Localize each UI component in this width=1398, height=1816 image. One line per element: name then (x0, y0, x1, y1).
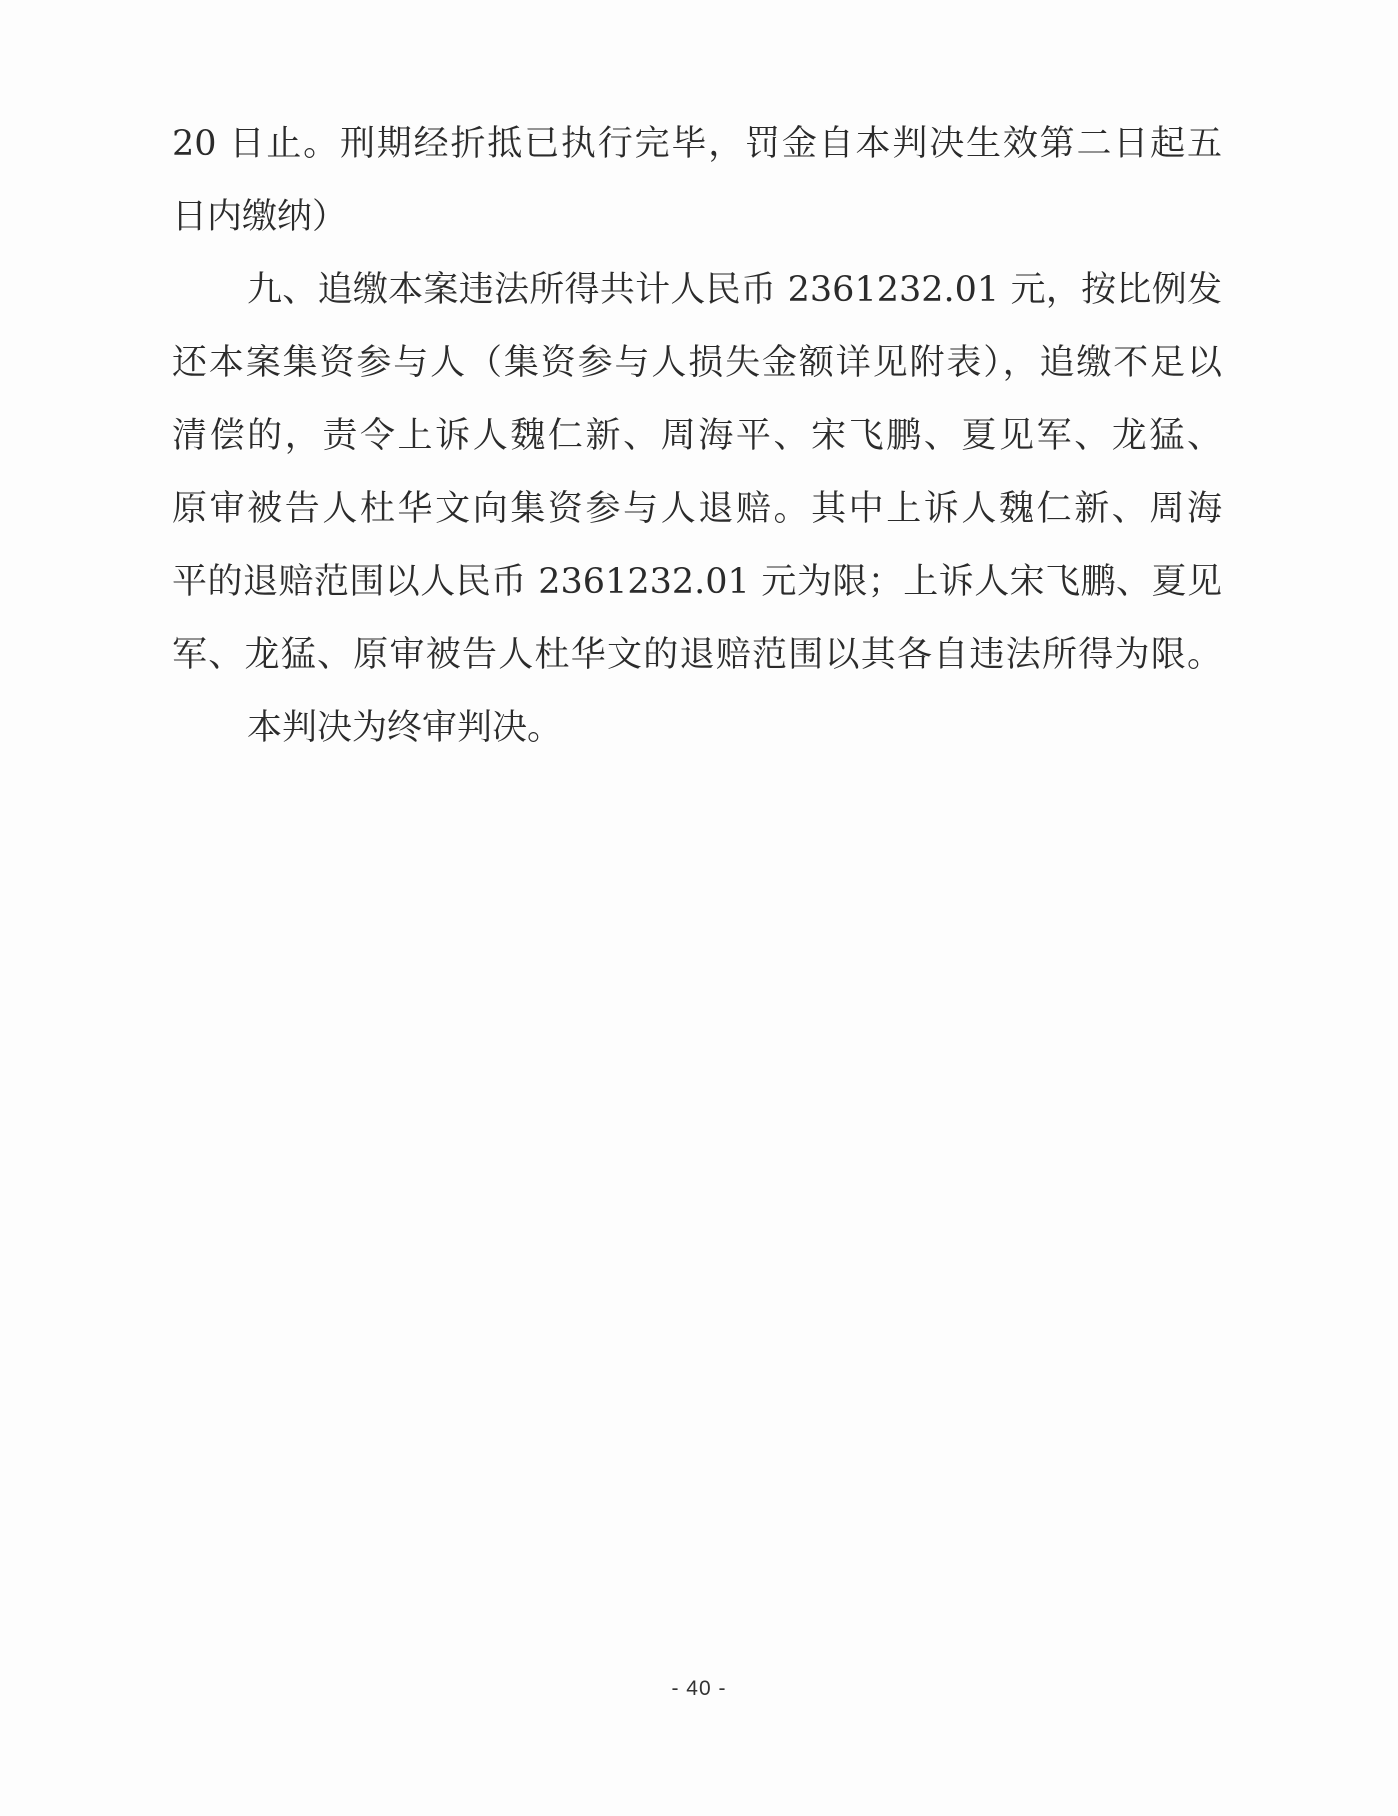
text-line: 九、追缴本案违法所得共计人民币 2361232.01 元，按比例发 (247, 270, 1222, 310)
text-line: 军、龙猛、原审被告人杜华文的退赔范围以其各自违法所得为限。 (172, 635, 1222, 675)
text-line: 清偿的，责令上诉人魏仁新、周海平、宋飞鹏、夏见军、龙猛、 (172, 416, 1222, 456)
page-number: - 40 - (671, 1677, 727, 1700)
text-line: 日内缴纳） (172, 197, 348, 237)
text-line: 平的退赔范围以人民币 2361232.01 元为限；上诉人宋飞鹏、夏见 (172, 562, 1222, 602)
text-line: 原审被告人杜华文向集资参与人退赔。其中上诉人魏仁新、周海 (172, 489, 1222, 529)
text-line: 20 日止。刑期经折抵已执行完毕，罚金自本判决生效第二日起五 (172, 124, 1222, 164)
judgment-text (172, 108, 1222, 765)
text-line: 本判决为终审判决。 (247, 708, 563, 748)
text-line: 还本案集资参与人（集资参与人损失金额详见附表），追缴不足以 (172, 343, 1222, 383)
